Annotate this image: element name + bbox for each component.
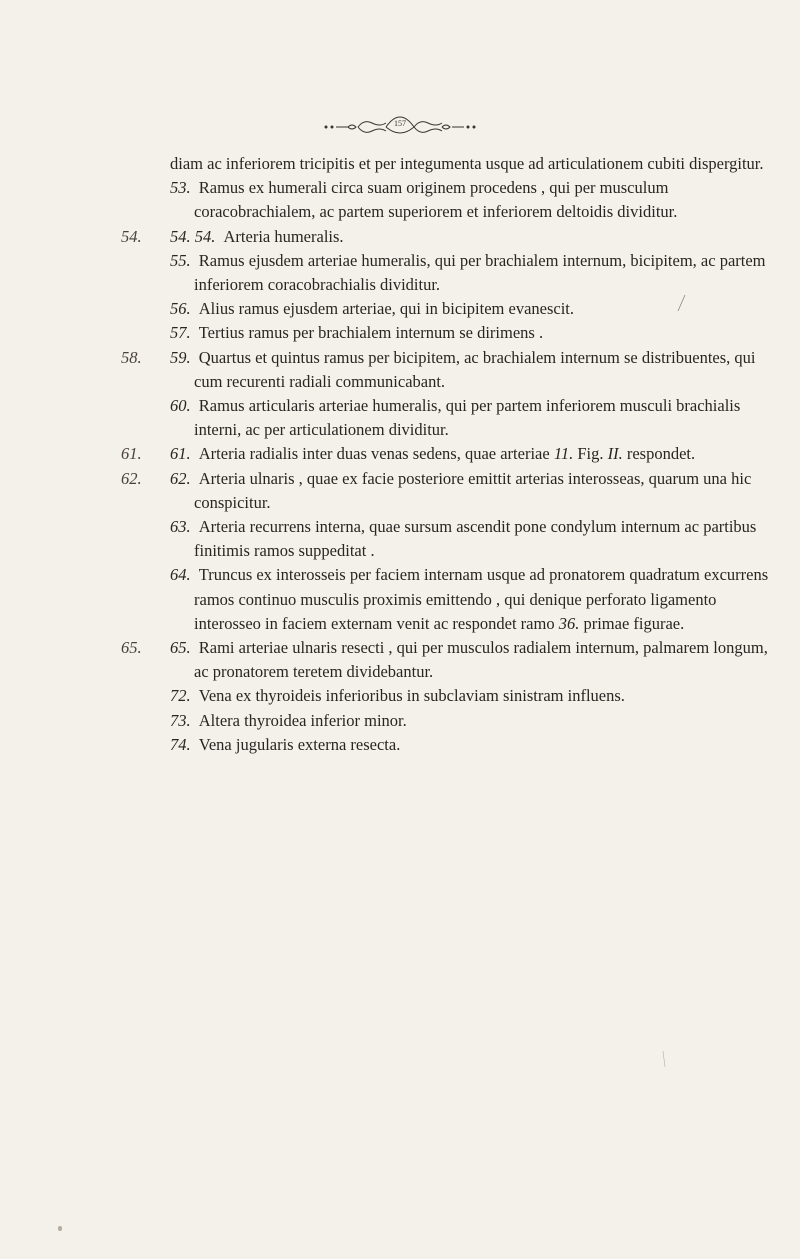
item-number: 57. xyxy=(170,323,195,343)
paragraph xyxy=(170,152,770,176)
paragraph xyxy=(170,563,770,636)
margin-number: 58. xyxy=(121,347,142,367)
paragraph-text: diam ac inferiorem tricipitis et per integumenta usque ad articulationem cubiti dispergitur. xyxy=(170,154,764,173)
paragraph-text-tail: primae figurae. xyxy=(579,613,685,633)
margin-number: 61. xyxy=(121,444,142,464)
margin-number: 54. xyxy=(121,226,142,246)
ornament-icon xyxy=(320,110,480,140)
header-ornament xyxy=(0,110,800,150)
paragraph xyxy=(121,442,770,466)
paragraph-text: Alius ramus ejusdem arteriae, qui in bicipitem evanescit. xyxy=(198,299,575,319)
paragraph-text: Vena jugularis externa resecta. xyxy=(198,734,401,754)
paragraph-text: Ramus ex humerali circa suam originem procedens , qui per musculum coracobrachialem, ac partem superiorem et inferiorem deltoidis dividitur. xyxy=(194,178,678,222)
item-number: 72. xyxy=(170,686,195,706)
paragraph-text: Vena ex thyroideis inferioribus in subclaviam sinistram influens. xyxy=(198,686,625,706)
paragraph xyxy=(170,249,770,297)
page-number: 157 xyxy=(394,119,406,128)
paragraph xyxy=(121,467,770,515)
paragraph xyxy=(170,684,770,708)
item-number: 62. xyxy=(170,468,195,488)
item-number: 56. xyxy=(170,299,195,319)
paragraph-text: Arteria ulnaris , quae ex facie posteriore emittit arterias interosseas, quarum una hic conspicitur. xyxy=(194,468,752,512)
paragraph xyxy=(170,321,770,345)
item-number: 74. xyxy=(170,734,195,754)
paragraph-text: Truncus ex interosseis per faciem internam usque ad pronatorem quadratum excurrens ramos continuo musculis proximis emittendo , qui denique perforato ligamento interosseo in faciem externam venit ac respondet ramo xyxy=(194,565,769,633)
paragraph-text: Ramus ejusdem arteriae humeralis, qui per brachialem internum, bicipitem, ac partem inferiorem coracobrachialis dividitur. xyxy=(194,250,766,295)
stray-pencil-mark xyxy=(676,294,686,312)
item-number: 59. xyxy=(170,347,195,367)
paragraph xyxy=(170,515,770,563)
stray-pencil-mark xyxy=(662,1050,666,1068)
item-number: 54. 54. xyxy=(170,226,220,246)
paragraph-text: Altera thyroidea inferior minor. xyxy=(198,710,407,730)
item-number: 55. xyxy=(170,250,195,270)
item-number: 63. xyxy=(170,517,195,537)
paragraph-text: Ramus articularis arteriae humeralis, qui per partem inferiorem musculi brachialis interni, ac per articulationem dividitur. xyxy=(194,396,741,440)
paragraph xyxy=(121,225,770,249)
paragraph xyxy=(170,176,770,224)
item-number: 64. xyxy=(170,565,195,585)
paragraph-text-end: respondet. xyxy=(622,444,696,464)
paragraph-text: Arteria humeralis. xyxy=(223,226,344,246)
reference-number: 36. xyxy=(558,613,580,633)
item-number: 53. xyxy=(170,178,195,198)
item-number: 61. xyxy=(170,444,195,464)
margin-number: 65. xyxy=(121,638,142,658)
item-number: 65. xyxy=(170,638,195,658)
reference-number: 11. xyxy=(553,444,574,464)
margin-number: 62. xyxy=(121,468,142,488)
paragraph-text: Quartus et quintus ramus per bicipitem, ac brachialem internum se distribuentes, qui cum recurenti radiali communicabant. xyxy=(194,347,756,391)
item-number: 73. xyxy=(170,710,195,730)
paragraph-text: Tertius ramus per brachialem internum se dirimens . xyxy=(198,323,544,343)
paragraph-text: Arteria radialis inter duas venas sedens, quae arteriae xyxy=(198,444,554,464)
item-number: 60. xyxy=(170,396,195,416)
paragraph-text: Rami arteriae ulnaris resecti , qui per musculos radialem internum, palmarem longum, ac pronatorem teretem dividebantur. xyxy=(194,638,768,682)
paragraph xyxy=(170,394,770,442)
paragraph xyxy=(170,709,770,733)
text-body xyxy=(121,152,770,757)
paragraph-text: Arteria recurrens interna, quae sursum ascendit pone condylum internum ac partibus finitimis ramos suppeditat . xyxy=(194,517,757,561)
paragraph xyxy=(121,636,770,684)
paragraph xyxy=(121,346,770,394)
figure-reference: II. xyxy=(607,444,623,464)
paper-spot xyxy=(58,1226,62,1231)
paragraph-text-tail: Fig. xyxy=(573,444,608,464)
paragraph xyxy=(170,733,770,757)
